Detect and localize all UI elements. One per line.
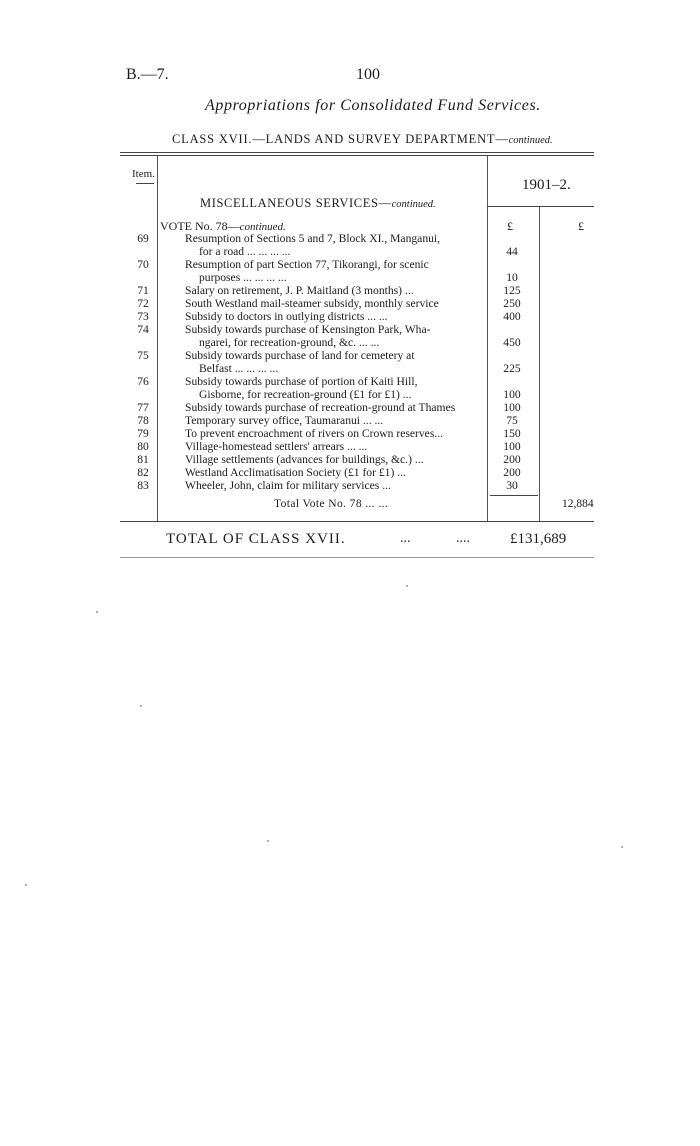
table-bottom-rule [120, 521, 594, 522]
item-amount: 200 [503, 466, 521, 479]
item-description: Village-homestead settlers' arrears ... ... [185, 440, 368, 453]
paper-speck [140, 705, 142, 707]
table-row [0, 284, 700, 297]
vote-heading-text: VOTE No. 78— [160, 219, 240, 233]
item-amount: 100 [503, 401, 521, 414]
item-amount: 250 [503, 297, 521, 310]
item-amount: 75 [506, 414, 518, 427]
page-number: 100 [356, 66, 380, 83]
item-description: Subsidy to doctors in outlying districts ... ... [185, 310, 388, 323]
item-description: Salary on retirement, J. P. Maitland (3 months) ... [185, 284, 414, 297]
item-number: 76 [137, 375, 149, 388]
class-heading-text: CLASS XVII.—LANDS AND SURVEY DEPARTMENT— [172, 132, 509, 146]
item-description: Subsidy towards purchase of portion of Kaiti Hill, [185, 375, 418, 388]
paper-speck [621, 846, 623, 848]
table-row [0, 440, 700, 453]
item-amount: 400 [503, 310, 521, 323]
grand-total-leader: ... [400, 531, 411, 546]
item-number: 82 [137, 466, 149, 479]
currency-symbol: £ [507, 219, 513, 233]
item-number: 80 [137, 440, 149, 453]
item-description: To prevent encroachment of rivers on Crown reserves... [185, 427, 444, 440]
total-vote-label: Total Vote No. 78 ... ... [274, 498, 389, 510]
table-row [0, 323, 700, 336]
table-row [0, 310, 700, 323]
item-amount: 100 [503, 388, 521, 401]
item-description: Wheeler, John, claim for military services ... [185, 479, 391, 492]
table-row [0, 271, 700, 284]
item-number: 72 [137, 297, 149, 310]
item-description: purposes ... ... ... ... [199, 271, 287, 284]
item-description: Subsidy towards purchase of Kensington Park, Wha- [185, 323, 431, 336]
section-heading-text: MISCELLANEOUS SERVICES— [200, 196, 392, 210]
item-header-rule [136, 183, 154, 184]
page-title: Appropriations for Consolidated Fund Services. [205, 97, 541, 114]
paper-speck [406, 585, 408, 587]
table-row [0, 232, 700, 245]
table-row [0, 401, 700, 414]
section-heading [200, 196, 436, 211]
paper-speck [25, 884, 27, 886]
subtotal-rule [490, 495, 538, 496]
grand-total-label: TOTAL OF CLASS XVII. [166, 531, 346, 547]
item-description: Belfast ... ... ... ... [199, 362, 279, 375]
table-row [0, 297, 700, 310]
table-row [0, 427, 700, 440]
item-description: Westland Acclimatisation Society (£1 for £1) ... [185, 466, 406, 479]
item-amount: 30 [506, 479, 518, 492]
table-row [0, 388, 700, 401]
table-row [0, 466, 700, 479]
item-amount: 125 [503, 284, 521, 297]
item-description: Resumption of part Section 77, Tikorangi, for scenic [185, 258, 429, 271]
item-description: South Westland mail-steamer subsidy, monthly service [185, 297, 439, 310]
item-description: Subsidy towards purchase of land for cemetery at [185, 349, 415, 362]
table-row [0, 362, 700, 375]
item-number: 75 [137, 349, 149, 362]
item-amount: 450 [503, 336, 521, 349]
item-description: Temporary survey office, Taumaranui ... ... [185, 414, 384, 427]
table-row [0, 479, 700, 492]
document-reference: B.—7. [126, 66, 169, 83]
item-amount: 100 [503, 440, 521, 453]
item-number: 77 [137, 401, 149, 414]
paper-speck [96, 611, 98, 613]
table-top-rule [120, 152, 594, 153]
year-header-rule [487, 206, 594, 207]
table-row [0, 453, 700, 466]
table-row [0, 245, 700, 258]
item-number: 79 [137, 427, 149, 440]
item-description: Gisborne, for recreation-ground (£1 for £1) ... [199, 388, 412, 401]
item-description: Resumption of Sections 5 and 7, Block XI., Manganui, [185, 232, 441, 245]
item-number: 70 [137, 258, 149, 271]
item-number: 71 [137, 284, 149, 297]
item-amount: 200 [503, 453, 521, 466]
table-top-rule-double [120, 155, 594, 156]
grand-total-leader: .... [456, 531, 470, 546]
class-heading-continued: continued. [508, 135, 553, 146]
year-header: 1901–2. [522, 177, 571, 193]
item-description: Subsidy towards purchase of recreation-ground at Thames [185, 401, 456, 414]
section-heading-continued: continued. [391, 199, 436, 210]
item-number: 83 [137, 479, 149, 492]
item-description: ngarei, for recreation-ground, &c. ... ... [199, 336, 380, 349]
item-number: 74 [137, 323, 149, 336]
item-number: 81 [137, 453, 149, 466]
table-row [0, 258, 700, 271]
item-number: 69 [137, 232, 149, 245]
vote-heading-continued: continued. [239, 221, 286, 233]
grand-total-value: £131,689 [510, 531, 567, 547]
item-column-header: Item. [132, 168, 155, 180]
currency-symbol: £ [578, 219, 584, 233]
item-amount: 225 [503, 362, 521, 375]
item-amount: 10 [506, 271, 518, 284]
item-number: 73 [137, 310, 149, 323]
table-row [0, 414, 700, 427]
paper-speck [267, 840, 269, 842]
table-row [0, 336, 700, 349]
table-row [0, 349, 700, 362]
item-amount: 44 [506, 245, 518, 258]
total-vote-value: 12,884 [562, 498, 594, 510]
table-row [0, 375, 700, 388]
item-description: for a road ... ... ... ... [199, 245, 291, 258]
footer-rule [120, 557, 594, 558]
item-amount: 150 [503, 427, 521, 440]
item-number: 78 [137, 414, 149, 427]
item-description: Village settlements (advances for buildings, &c.) ... [185, 453, 424, 466]
class-heading [172, 132, 553, 147]
